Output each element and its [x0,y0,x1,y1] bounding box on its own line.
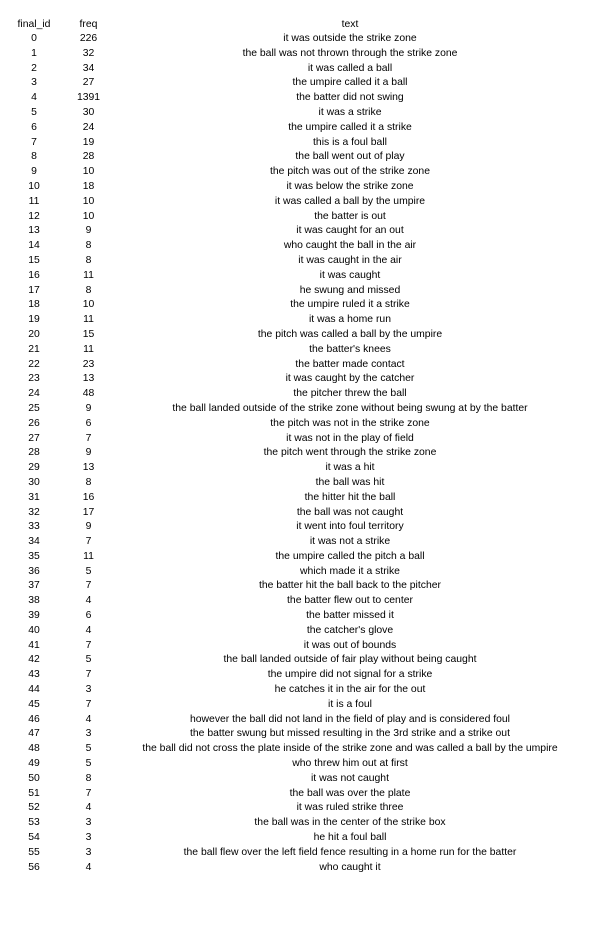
cell-freq: 16 [82,491,95,503]
cell-final-id: 50 [28,772,40,784]
cell-freq: 34 [82,62,95,74]
cell-text: it was not caught [311,772,389,784]
cell-final-id: 34 [28,536,40,548]
cell-text: the batter did not swing [296,92,404,104]
cell-text: the ball was not thrown through the strike zone [242,47,458,59]
cell-freq: 30 [82,106,95,118]
cell-text: the batter's knees [309,343,391,355]
cell-final-id: 18 [28,299,40,311]
cell-final-id: 39 [28,610,40,622]
cell-freq: 4 [85,595,92,607]
cell-freq: 48 [82,388,95,400]
cell-final-id: 3 [31,77,37,89]
table-row [0,742,591,757]
table-row [0,683,591,698]
table-row [0,417,591,432]
cell-final-id: 33 [28,521,40,533]
cell-freq: 23 [82,358,95,370]
cell-text: the ball was in the center of the strike box [254,817,446,829]
table-row [0,136,591,151]
cell-text: it was caught in the air [298,254,402,266]
cell-text: the umpire did not signal for a strike [267,669,433,681]
cell-freq: 11 [83,550,94,562]
cell-freq: 15 [82,328,95,340]
cell-final-id: 27 [28,432,40,444]
cell-final-id: 48 [28,743,40,755]
cell-final-id: 56 [28,861,40,873]
cell-freq: 7 [85,432,92,444]
cell-text: the umpire called it a strike [288,121,412,133]
cell-freq: 5 [85,743,92,755]
table-row [0,491,591,506]
table-row [0,150,591,165]
cell-text: who caught the ball in the air [283,240,417,252]
table-row [0,461,591,476]
table-row [0,210,591,225]
cell-final-id: 40 [28,624,40,636]
cell-text: this is a foul ball [313,136,387,148]
cell-freq: 4 [85,861,92,873]
table-row [0,180,591,195]
cell-final-id: 35 [28,550,40,562]
cell-freq: 13 [82,462,95,474]
cell-final-id: 26 [28,417,40,429]
table-row [0,698,591,713]
table-row [0,121,591,136]
table-row [0,594,591,609]
cell-text: the batter flew out to center [287,595,413,607]
cell-final-id: 9 [31,166,37,178]
cell-text: the umpire called the pitch a ball [275,550,425,562]
cell-text: which made it a strike [300,565,400,577]
cell-freq: 8 [85,772,92,784]
cell-freq: 9 [85,447,92,459]
cell-text: the batter swung but missed resulting in the 3rd strike and a strike out [190,728,510,740]
cell-text: it was called a ball [307,62,393,74]
cell-final-id: 25 [28,402,40,414]
cell-text: the ball did not cross the plate inside of the strike zone and was called a ball by the umpire [142,743,558,755]
cell-final-id: 46 [28,713,40,725]
cell-text: the batter is out [314,210,386,222]
cell-freq: 7 [85,787,92,799]
cell-final-id: 30 [28,476,40,488]
table-row [0,239,591,254]
cell-freq: 7 [85,580,92,592]
table-row [0,254,591,269]
cell-final-id: 36 [28,565,40,577]
table-row [0,328,591,343]
cell-freq: 4 [85,802,92,814]
cell-final-id: 41 [28,639,40,651]
cell-freq: 19 [82,136,95,148]
cell-text: the ball was over the plate [289,787,411,799]
cell-freq: 7 [85,639,92,651]
cell-text: who caught it [319,861,381,873]
cell-text: it was a strike [318,106,382,118]
cell-text: it was a hit [325,462,375,474]
cell-final-id: 2 [31,62,37,74]
cell-text: it was caught by the catcher [285,373,415,385]
cell-text: the ball landed outside of the strike zone without being swung at by the batter [172,402,528,414]
cell-freq: 5 [85,758,92,770]
cell-final-id: 1 [31,47,37,59]
table-row [0,713,591,728]
cell-text: however the ball did not land in the field of play and is considered foul [189,713,510,725]
cell-freq: 32 [82,47,95,59]
cell-freq: 4 [85,713,92,725]
cell-freq: 5 [85,565,92,577]
cell-text: it was ruled strike three [296,802,404,814]
cell-final-id: 32 [28,506,40,518]
table-row [0,831,591,846]
table-row [0,579,591,594]
cell-text: he hit a foul ball [313,832,387,844]
cell-freq: 3 [85,728,92,740]
cell-text: it was outside the strike zone [283,33,417,44]
cell-final-id: 43 [28,669,40,681]
table-row [0,520,591,535]
cell-freq: 7 [85,669,92,681]
cell-freq: 11 [83,269,94,281]
table-row [0,550,591,565]
cell-final-id: 20 [28,328,40,340]
cell-final-id: 16 [28,269,40,281]
cell-freq: 13 [82,373,95,385]
cell-final-id: 21 [28,343,40,355]
table-row [0,106,591,121]
cell-text: it was called a ball by the umpire [274,195,426,207]
cell-freq: 3 [85,846,92,858]
table-row [0,757,591,772]
table-row [0,446,591,461]
cell-freq: 6 [85,417,92,429]
table-body [0,32,591,875]
column-header-text: text [341,19,359,30]
table-row [0,284,591,299]
cell-final-id: 44 [28,684,40,696]
cell-freq: 10 [82,195,95,207]
cell-text: the pitch was not in the strike zone [270,417,430,429]
cell-final-id: 23 [28,373,40,385]
table-row [0,653,591,668]
table-row [0,609,591,624]
cell-text: the pitch went through the strike zone [263,447,437,459]
cell-text: it was below the strike zone [286,180,414,192]
cell-final-id: 55 [28,846,40,858]
table-row [0,195,591,210]
cell-final-id: 49 [28,758,40,770]
cell-freq: 3 [85,817,92,829]
table-row [0,727,591,742]
cell-final-id: 10 [28,180,40,192]
table-row [0,32,591,47]
cell-final-id: 42 [28,654,40,666]
cell-freq: 10 [82,299,95,311]
table-row [0,224,591,239]
cell-freq: 8 [85,240,92,252]
cell-text: who threw him out at first [292,758,408,770]
cell-freq: 27 [82,77,95,89]
cell-final-id: 54 [28,832,40,844]
cell-final-id: 31 [28,491,40,503]
cell-text: it went into foul territory [296,521,404,533]
cell-freq: 9 [85,521,92,533]
table-row [0,47,591,62]
cell-final-id: 52 [28,802,40,814]
cell-final-id: 45 [28,698,40,710]
cell-final-id: 53 [28,817,40,829]
cell-final-id: 37 [28,580,40,592]
cell-final-id: 6 [31,121,37,133]
table-row [0,476,591,491]
cell-freq: 4 [85,624,92,636]
cell-text: the umpire ruled it a strike [290,299,410,311]
cell-final-id: 8 [31,151,37,163]
cell-text: he catches it in the air for the out [274,684,426,696]
cell-text: the hitter hit the ball [304,491,396,503]
cell-final-id: 15 [28,254,40,266]
cell-final-id: 28 [28,447,40,459]
cell-text: it was caught [319,269,381,281]
cell-text: it is a foul [328,698,372,710]
cell-freq: 24 [82,121,95,133]
cell-text: the umpire called it a ball [292,77,408,89]
cell-freq: 18 [82,180,95,192]
cell-text: it was not in the play of field [286,432,414,444]
table-row [0,846,591,861]
cell-freq: 9 [85,225,92,237]
table-row [0,372,591,387]
cell-text: it was not a strike [309,536,391,548]
cell-final-id: 22 [28,358,40,370]
cell-final-id: 13 [28,225,40,237]
cell-text: he swung and missed [299,284,401,296]
cell-text: the batter hit the ball back to the pitcher [259,580,441,592]
cell-freq: 1391 [76,92,101,104]
table-row [0,861,591,876]
table-row [0,639,591,654]
table-row [0,624,591,639]
cell-text: the ball was hit [315,476,385,488]
table-row [0,269,591,284]
cell-freq: 11 [83,343,94,355]
cell-text: it was caught for an out [296,225,404,237]
table-row [0,535,591,550]
cell-freq: 226 [79,33,98,44]
table-row [0,313,591,328]
table-row [0,76,591,91]
table-row [0,62,591,77]
table-row [0,816,591,831]
table-row [0,387,591,402]
cell-text: it was a home run [308,314,391,326]
cell-freq: 8 [85,254,92,266]
cell-final-id: 0 [31,33,37,44]
cell-text: the ball went out of play [295,151,405,163]
table-row [0,668,591,683]
table-row [0,358,591,373]
cell-freq: 5 [85,654,92,666]
table-row [0,565,591,580]
table-row [0,787,591,802]
cell-freq: 11 [83,314,94,326]
cell-final-id: 5 [31,106,37,118]
cell-freq: 6 [85,610,92,622]
table-row [0,91,591,106]
table-row [0,801,591,816]
cell-text: the catcher's glove [306,624,394,636]
cell-text: the ball flew over the left field fence resulting in a home run for the batter [183,846,517,858]
data-table [0,17,591,875]
table-row [0,506,591,521]
cell-text: the ball was not caught [296,506,404,518]
table-row [0,402,591,417]
cell-final-id: 51 [28,787,40,799]
cell-final-id: 29 [28,462,40,474]
cell-final-id: 11 [28,195,40,207]
cell-final-id: 14 [28,240,40,252]
cell-freq: 28 [82,151,95,163]
cell-freq: 17 [82,506,95,518]
cell-freq: 10 [82,210,95,222]
cell-final-id: 38 [28,595,40,607]
cell-freq: 8 [85,284,92,296]
cell-text: the pitch was out of the strike zone [270,166,430,178]
cell-final-id: 24 [28,388,40,400]
cell-text: the ball landed outside of fair play without being caught [223,654,477,666]
cell-final-id: 7 [31,136,37,148]
cell-text: it was out of bounds [303,639,397,651]
column-header-freq: freq [79,19,98,30]
cell-final-id: 47 [28,728,40,740]
table-row [0,432,591,447]
cell-freq: 9 [85,402,92,414]
cell-final-id: 12 [28,210,40,222]
cell-freq: 7 [85,698,92,710]
table-row [0,343,591,358]
column-header-final-id: final_id [17,19,51,30]
table-row [0,298,591,313]
cell-freq: 3 [85,832,92,844]
cell-freq: 10 [82,166,95,178]
cell-text: the batter missed it [306,610,394,622]
cell-final-id: 4 [31,92,37,104]
header-row [0,17,591,32]
cell-freq: 7 [85,536,92,548]
cell-text: the pitch was called a ball by the umpire [257,328,443,340]
cell-freq: 3 [85,684,92,696]
cell-freq: 8 [85,476,92,488]
cell-final-id: 17 [28,284,40,296]
cell-text: the pitcher threw the ball [293,388,407,400]
cell-final-id: 19 [28,314,40,326]
table-row [0,772,591,787]
table-row [0,165,591,180]
cell-text: the batter made contact [295,358,405,370]
